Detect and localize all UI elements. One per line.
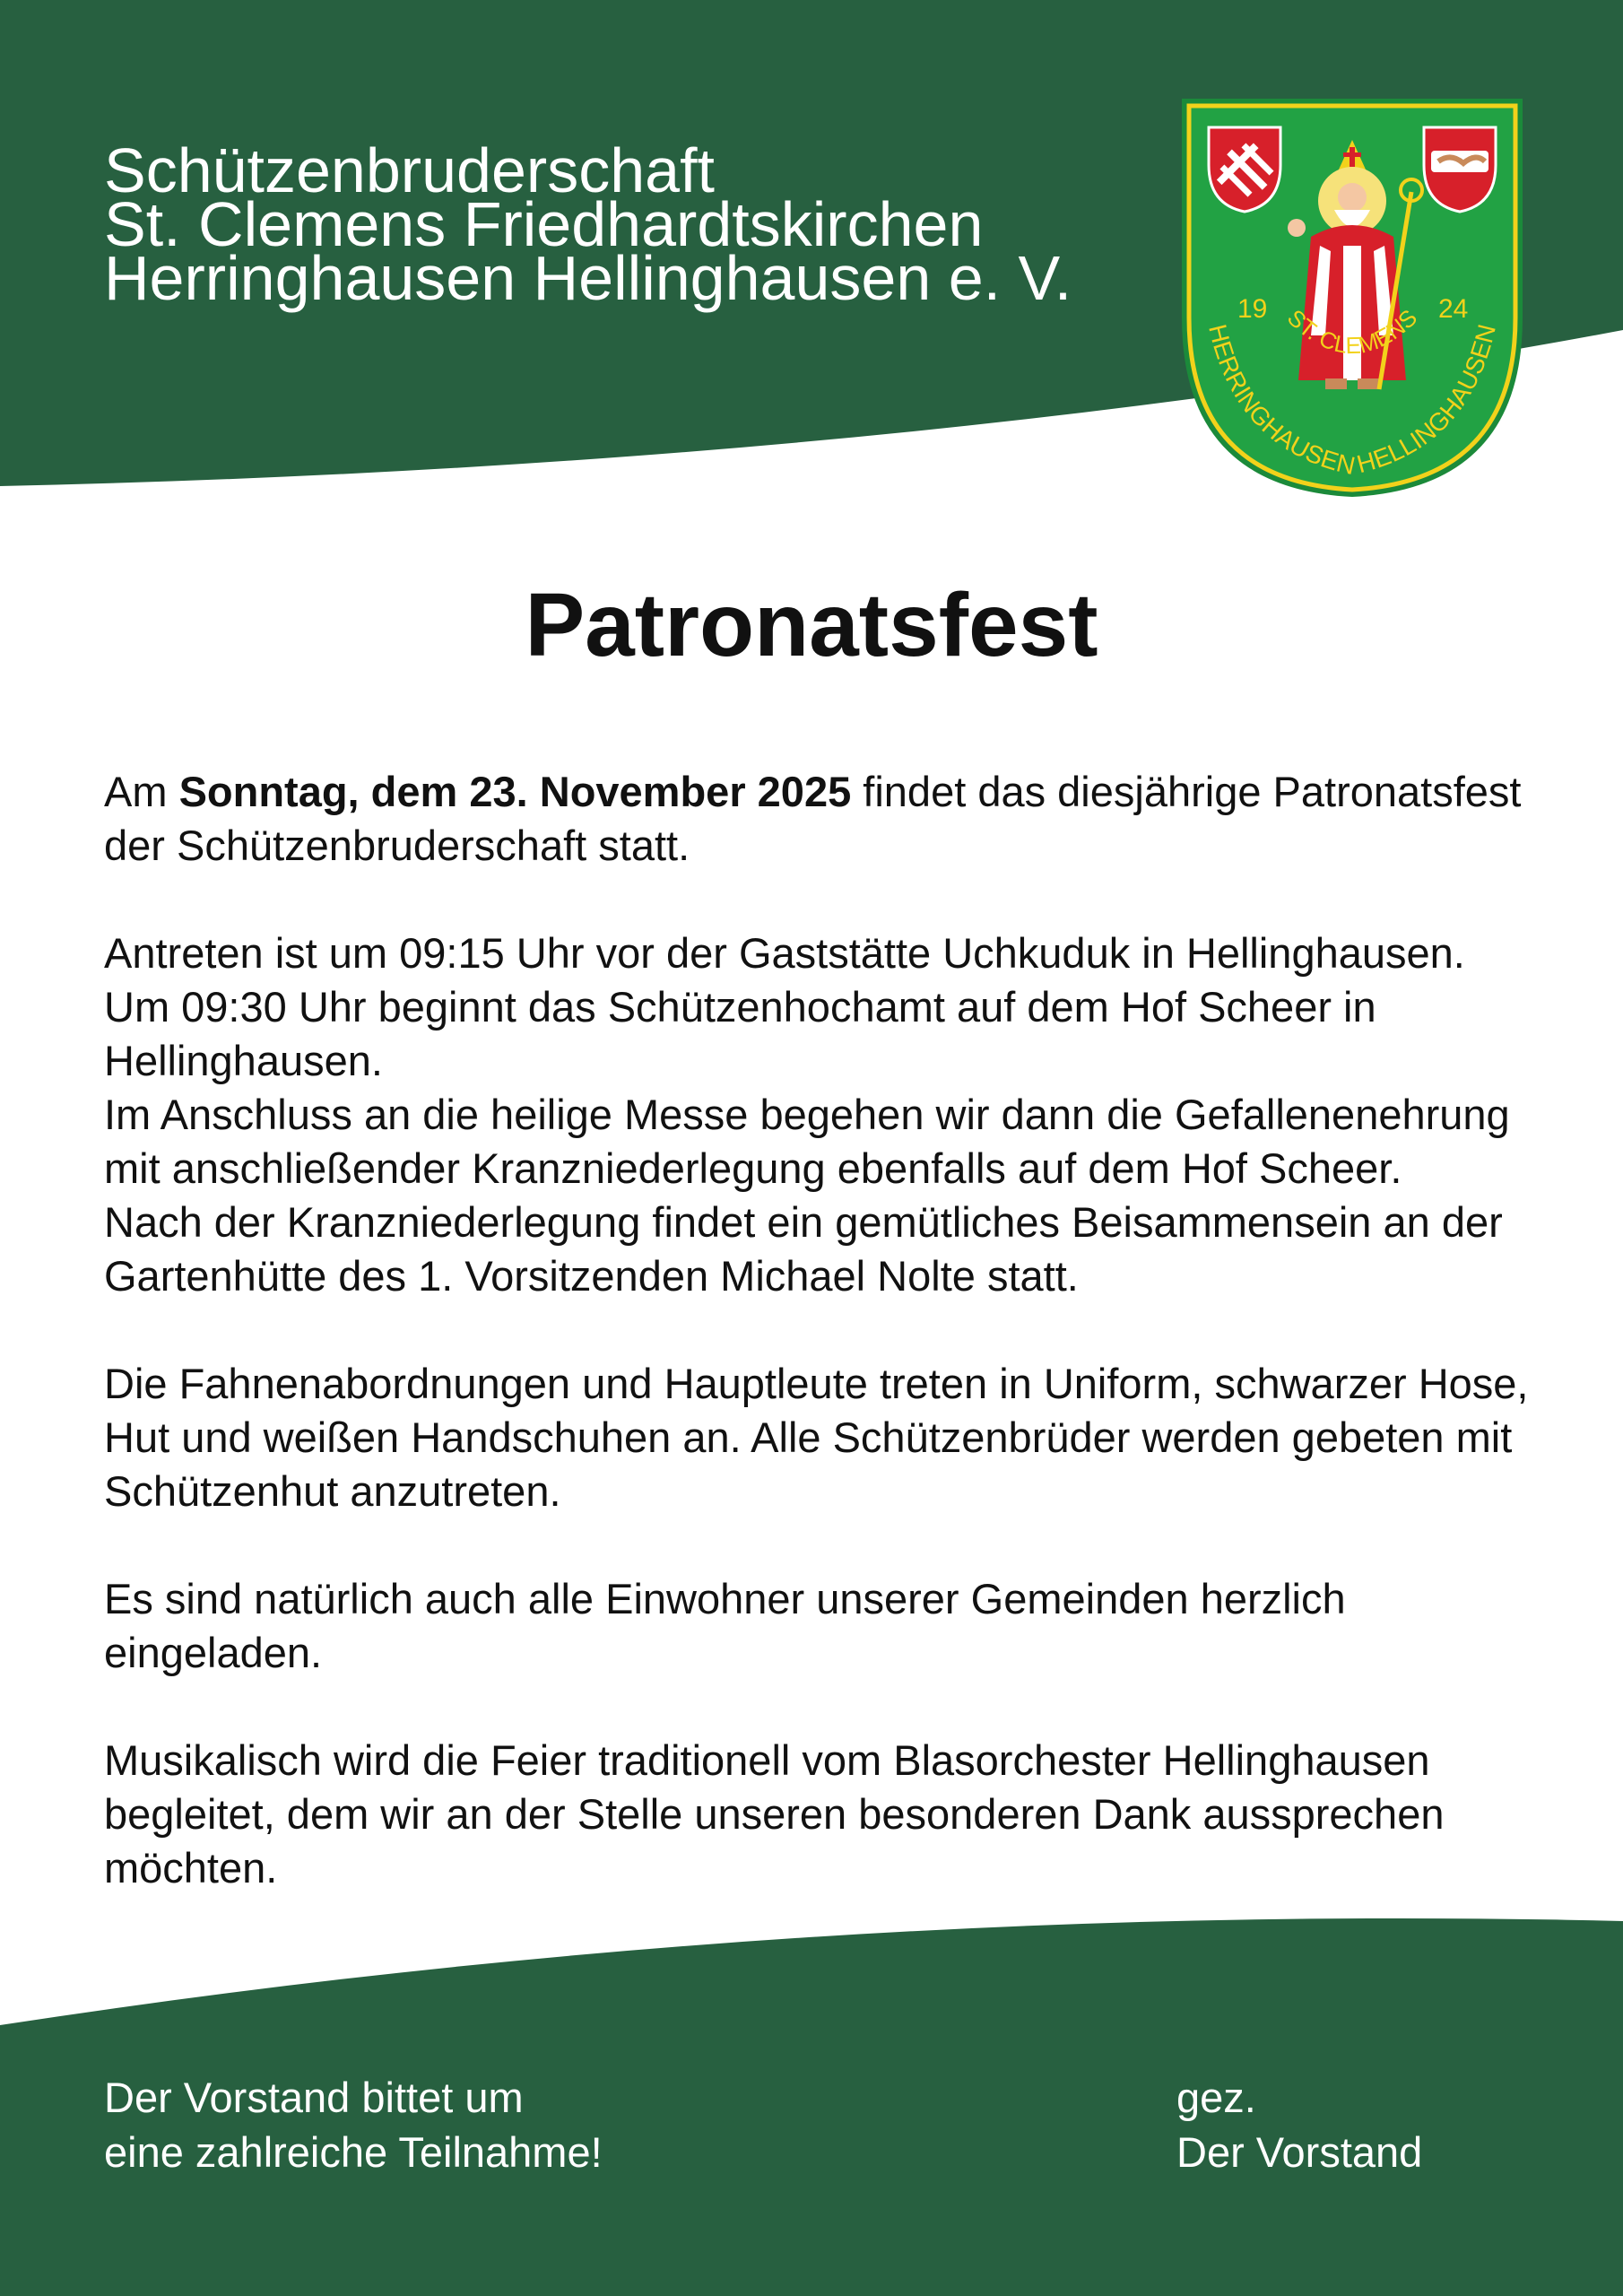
schedule-assembly: Antreten ist um 09:15 Uhr vor der Gaststätte Uchkuduk in Hellinghausen. bbox=[104, 929, 1465, 977]
organization-name-line-3: Herringhausen Hellinghausen e. V. bbox=[104, 243, 1072, 313]
music-paragraph: Musikalisch wird die Feier traditionell vom Blasorchester Hellinghausen begleitet, dem wir an der Stelle unseren besonderen Dank aussprechen möchten. bbox=[104, 1736, 1445, 1892]
footer-request-line-2: eine zahlreiche Teilnahme! bbox=[104, 2128, 603, 2176]
announcement-body bbox=[104, 765, 1575, 1949]
schedule-mass: Um 09:30 Uhr beginnt das Schützenhochamt auf dem Hof Scheer in Hellinghausen. bbox=[104, 983, 1376, 1084]
footer-request bbox=[104, 2070, 603, 2179]
schedule-memorial: Im Anschluss an die heilige Messe begehen wir dann die Gefallenenehrung mit anschließender Kranzniederlegung ebenfalls auf dem Hof Scheer. bbox=[104, 1091, 1510, 1192]
footer-signature-line-1: gez. bbox=[1176, 2074, 1256, 2121]
footer-signature-line-2: Der Vorstand bbox=[1176, 2128, 1423, 2176]
crest-logo bbox=[1176, 93, 1528, 501]
schedule-gathering: Nach der Kranzniederlegung findet ein gemütliches Beisammensein an der Gartenhütte des 1. Vorsitzenden Michael Nolte statt. bbox=[104, 1198, 1503, 1300]
footer-request-line-1: Der Vorstand bittet um bbox=[104, 2074, 524, 2121]
intro-post: findet das diesjährige Patronatsfest der Schützenbruderschaft statt. bbox=[104, 768, 1522, 869]
invitation-paragraph: Es sind natürlich auch alle Einwohner unserer Gemeinden herzlich eingeladen. bbox=[104, 1575, 1346, 1676]
footer-signature bbox=[1176, 2070, 1422, 2179]
page-title: Patronatsfest bbox=[525, 575, 1098, 675]
crest-year-right: 24 bbox=[1438, 294, 1469, 324]
crest-year-left: 19 bbox=[1237, 294, 1268, 324]
event-date: Sonntag, dem 23. November 2025 bbox=[178, 768, 852, 815]
organization-name-line-1: Schützenbruderschaft bbox=[104, 135, 715, 205]
crest-left-shield bbox=[1209, 127, 1280, 212]
intro-pre: Am bbox=[104, 768, 179, 815]
dress-code-paragraph: Die Fahnenabordnungen und Hauptleute treten in Uniform, schwarzer Hose, Hut und weißen Handschuhen an. Alle Schützenbrüder werden gebeten mit Schützenhut anzutreten. bbox=[104, 1360, 1529, 1515]
crest-ring-inner: ST. CLEMENS bbox=[1281, 303, 1423, 360]
organization-name bbox=[104, 135, 1072, 313]
organization-name-line-2: St. Clemens Friedhardtskirchen bbox=[104, 189, 984, 259]
intro-paragraph bbox=[104, 765, 1575, 873]
crest-right-shield bbox=[1424, 127, 1496, 212]
crest-ring-outer: HERRINGHAUSEN HELLINGHAUSEN bbox=[1203, 321, 1501, 481]
